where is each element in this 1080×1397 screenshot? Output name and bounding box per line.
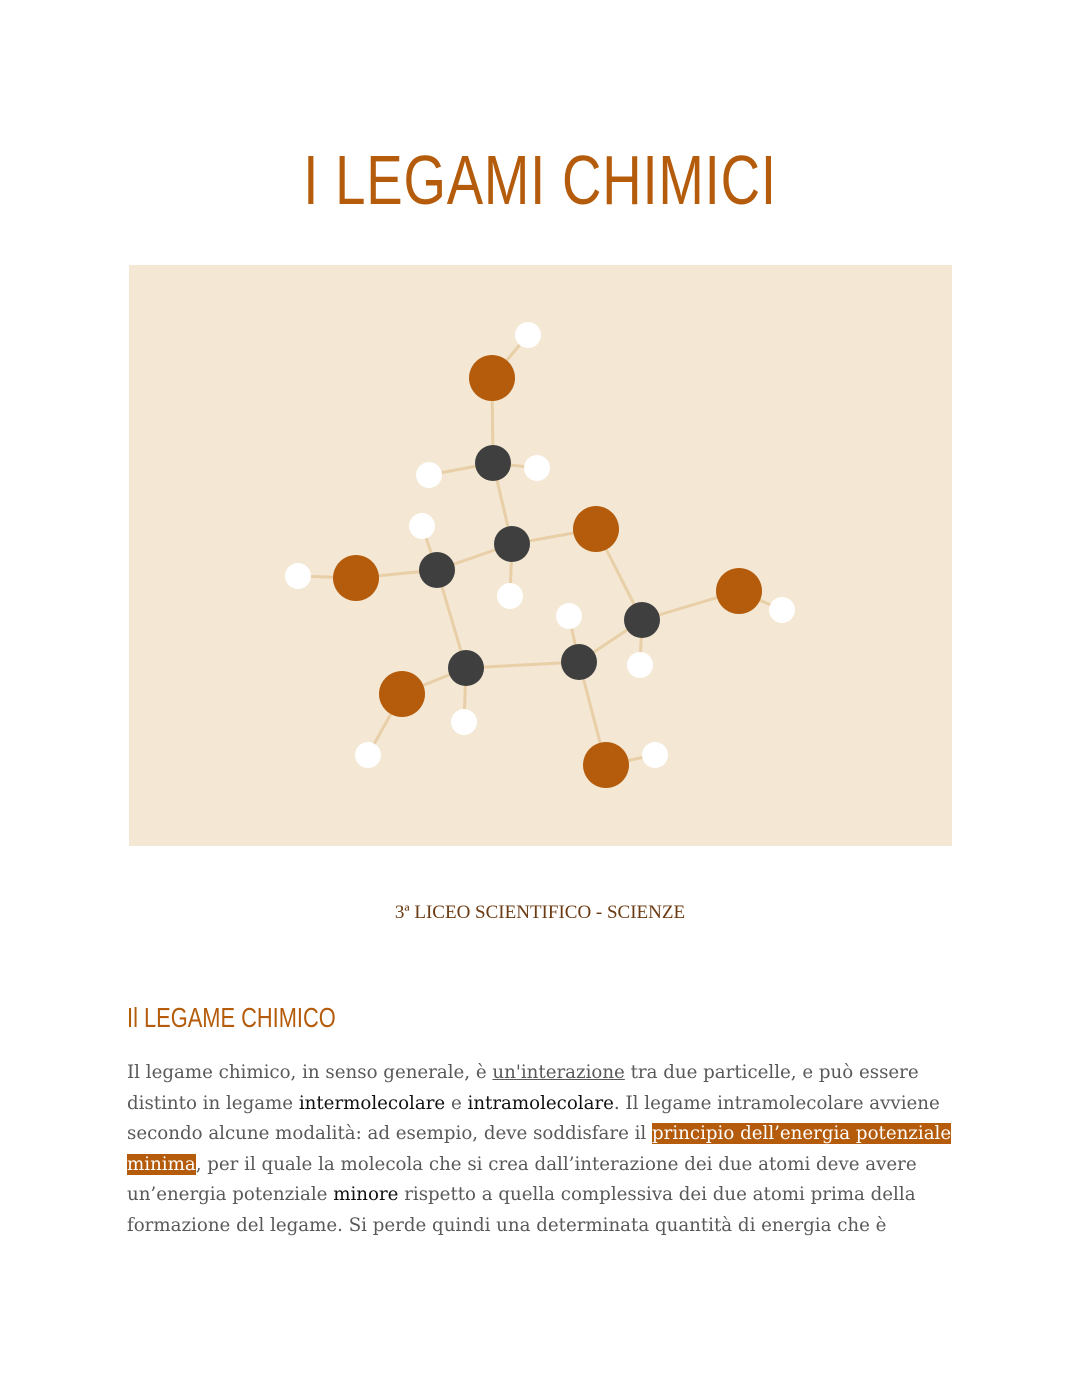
- oxygen-atom: [716, 568, 762, 614]
- emphasized-term: intermolecolare: [298, 1092, 446, 1114]
- carbon-atom: [494, 526, 530, 562]
- text-segment: . Il legame intramolecolare avviene secondo alcune modalità: ad esempio, deve soddisfare il: [127, 1092, 940, 1144]
- carbon-atom: [475, 445, 511, 481]
- text-segment: tra due particelle, e può essere distinto in legame: [127, 1062, 919, 1114]
- molecule-diagram: [129, 265, 952, 846]
- section-heading: Il LEGAME CHIMICO: [127, 1002, 336, 1033]
- hydrogen-atom: [769, 597, 795, 623]
- hydrogen-atom: [556, 603, 582, 629]
- emphasized-term: minore: [333, 1184, 399, 1205]
- hydrogen-atom: [627, 652, 653, 678]
- subtitle: 3ª LICEO SCIENTIFICO - SCIENZE: [394, 902, 686, 923]
- oxygen-atom: [583, 742, 629, 788]
- page-title: I LEGAMI CHIMICI: [303, 141, 777, 219]
- hydrogen-atom: [515, 322, 541, 348]
- hydrogen-atom: [524, 455, 550, 481]
- oxygen-atom: [469, 355, 515, 401]
- oxygen-atom: [573, 506, 619, 552]
- text-segment: rispetto a quella complessiva dei due atomi prima della formazione del legame. Si perde quindi una determinata quantità di energia che è: [127, 1184, 916, 1236]
- text-segment: , per il quale la molecola che si crea dall’interazione dei due atomi deve avere un’energia potenziale: [127, 1153, 917, 1205]
- carbon-atom: [448, 650, 484, 686]
- hydrogen-atom: [497, 583, 523, 609]
- molecule-illustration: [129, 265, 952, 846]
- text-segment: e: [445, 1092, 468, 1114]
- highlighted-term: principio dell’energia potenziale minima: [127, 1123, 952, 1175]
- carbon-atom: [561, 644, 597, 680]
- hydrogen-atom: [416, 462, 442, 488]
- underlined-term: un'interazione: [492, 1062, 625, 1083]
- body-paragraph: [127, 1058, 957, 1241]
- hydrogen-atom: [642, 742, 668, 768]
- hydrogen-atom: [451, 709, 477, 735]
- oxygen-atom: [333, 555, 379, 601]
- carbon-atom: [624, 602, 660, 638]
- emphasized-term: intramolecolare: [467, 1092, 614, 1114]
- hydrogen-atom: [285, 563, 311, 589]
- hydrogen-atom: [355, 742, 381, 768]
- oxygen-atom: [379, 671, 425, 717]
- carbon-atom: [419, 552, 455, 588]
- text-segment: Il legame chimico, in senso generale, è: [127, 1062, 493, 1083]
- hydrogen-atom: [409, 513, 435, 539]
